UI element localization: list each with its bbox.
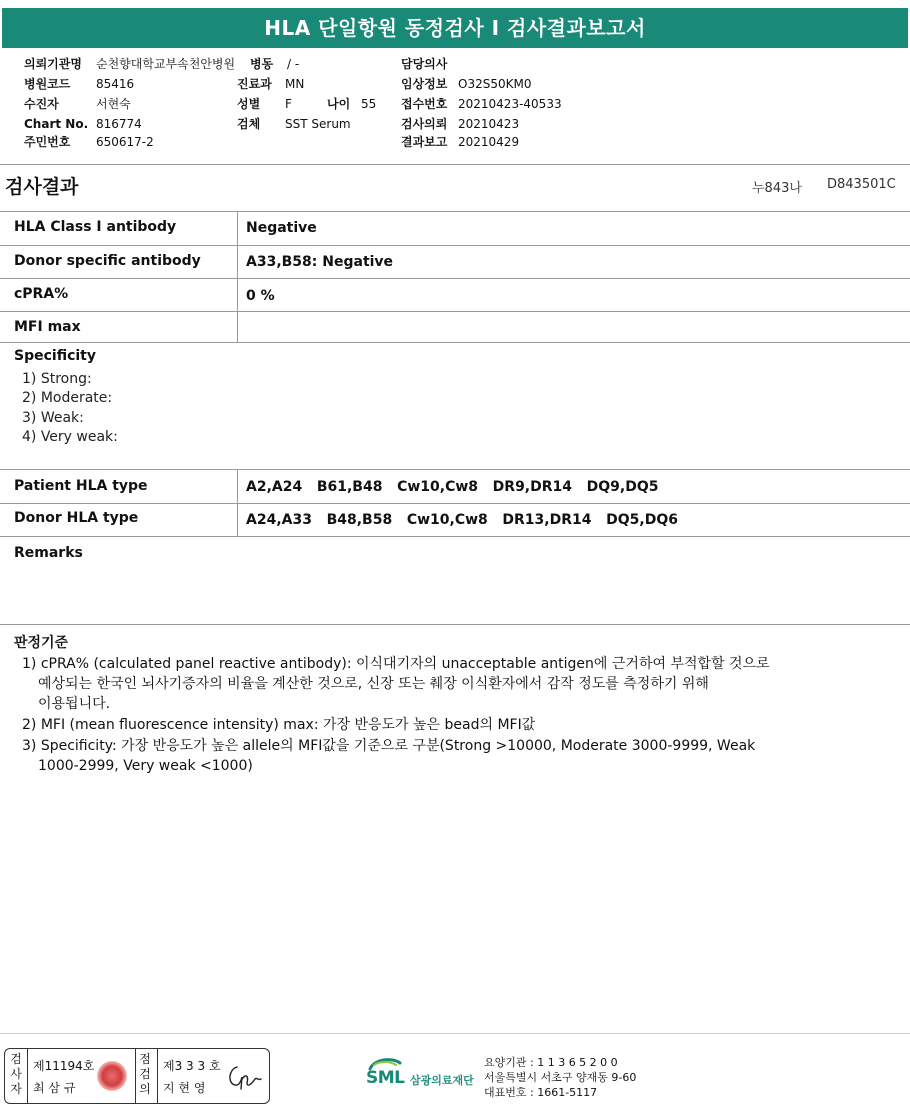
specificity-title: Specificity (14, 348, 96, 364)
resident-value: 650617-2 (96, 135, 154, 149)
table-vline (237, 469, 238, 537)
institution-label: 의뢰기관명 (24, 57, 82, 71)
institution-value: 순천향대학교부속천안병원 (96, 57, 236, 71)
org-line: 대표번호 : 1661-5117 (484, 1086, 598, 1099)
result-code-1: 누843나 (752, 181, 802, 196)
table-row-value: Negative (246, 220, 317, 236)
clinical-label: 임상정보 (401, 77, 448, 91)
chart-label: Chart No. (24, 117, 89, 131)
ward-value: / - (287, 57, 300, 71)
examinee-value: 서현숙 (96, 97, 131, 111)
request-label: 검사의뢰 (401, 117, 448, 131)
table-row-label: cPRA% (14, 286, 69, 302)
org-line: 요양기관 : 1 1 3 6 5 2 0 0 (484, 1056, 618, 1069)
reviewer-label: 점검의 (139, 1052, 151, 1096)
inspector-no: 제11194호 (33, 1059, 95, 1073)
sex-value: F (285, 97, 292, 111)
report-title: HLA 단일항원 동정검사 I 검사결과보고서 (2, 8, 908, 48)
chart-value: 816774 (96, 117, 142, 131)
divider (0, 624, 910, 625)
specimen-label: 검체 (237, 117, 261, 131)
criteria-line: 예상되는 한국인 뇌사기증자의 비율을 계산한 것으로, 신장 또는 췌장 이식환자에서 감작 정도를 측정하기 위해 (38, 676, 709, 692)
table-line (0, 342, 910, 343)
table-vline (237, 211, 238, 343)
donor-hla-label: Donor HLA type (14, 510, 139, 526)
table-row-label: Donor specific antibody (14, 253, 201, 269)
report-value: 20210429 (458, 135, 520, 149)
hospital-code-value: 85416 (96, 77, 135, 91)
criteria-title: 판정기준 (14, 635, 69, 651)
doctor-label: 담당의사 (401, 57, 448, 71)
results-title: 검사결과 (5, 176, 79, 198)
table-line (0, 469, 910, 470)
ward-label: 병동 (250, 57, 274, 71)
age-value: 55 (361, 97, 377, 111)
clinical-value: O32S50KM0 (458, 77, 532, 91)
footer-divider (0, 1033, 910, 1034)
seal-stamp-icon (97, 1061, 127, 1091)
specificity-item: 4) Very weak: (22, 429, 118, 445)
table-row-value: 0 % (246, 288, 275, 304)
patient-hla-value: A2,A24 B61,B48 Cw10,Cw8 DR9,DR14 DQ9,DQ5 (246, 479, 659, 495)
signature-icon (225, 1059, 263, 1093)
report-label: 결과보고 (401, 135, 448, 149)
reviewer-no: 제3 3 3 호 (163, 1059, 221, 1073)
receipt-value: 20210423-40533 (458, 97, 562, 111)
criteria-line: 1) cPRA% (calculated panel reactive antibody): 이식대기자의 unacceptable antigen에 근거하여 부적합할 것으로 (22, 656, 770, 672)
sml-logo-text: SML (366, 1068, 405, 1088)
org-name: 삼광의료재단 (410, 1074, 474, 1087)
remarks-title: Remarks (14, 545, 83, 561)
resident-label: 주민번호 (24, 135, 71, 149)
sex-label: 성별 (237, 97, 261, 111)
criteria-line: 2) MFI (mean fluorescence intensity) max: 가장 반응도가 높은 bead의 MFI값 (22, 717, 536, 733)
table-row-value: A33,B58: Negative (246, 254, 394, 270)
patient-hla-label: Patient HLA type (14, 478, 148, 494)
signature-box (4, 1048, 270, 1104)
criteria-line: 3) Specificity: 가장 반응도가 높은 allele의 MFI값을 기준으로 구분(Strong >10000, Moderate 3000-9999, Weak (22, 738, 756, 754)
org-line: 서울특별시 서초구 양재동 9-60 (484, 1071, 637, 1084)
hospital-code-label: 병원코드 (24, 77, 71, 91)
table-row-label: MFI max (14, 319, 81, 335)
donor-hla-value: A24,A33 B48,B58 Cw10,Cw8 DR13,DR14 DQ5,DQ6 (246, 512, 678, 528)
box-separator (27, 1049, 28, 1103)
table-line (0, 503, 910, 504)
table-line (0, 278, 910, 279)
specificity-item: 1) Strong: (22, 371, 92, 387)
criteria-line: 이용됩니다. (38, 696, 111, 712)
table-line (0, 245, 910, 246)
criteria-line: 1000-2999, Very weak <1000) (38, 758, 253, 774)
specimen-value: SST Serum (285, 117, 351, 131)
dept-label: 진료과 (237, 77, 272, 91)
inspector-name: 최 삼 규 (33, 1081, 76, 1095)
divider (0, 164, 910, 165)
table-line (0, 536, 910, 537)
inspector-label: 검사자 (10, 1052, 22, 1096)
table-row-label: HLA Class I antibody (14, 219, 177, 235)
specificity-item: 3) Weak: (22, 410, 84, 426)
receipt-label: 접수번호 (401, 97, 448, 111)
specificity-item: 2) Moderate: (22, 390, 113, 406)
dept-value: MN (285, 77, 305, 91)
request-value: 20210423 (458, 117, 520, 131)
examinee-label: 수진자 (24, 97, 59, 111)
box-separator (157, 1049, 158, 1103)
result-code-2: D843501C (827, 177, 896, 192)
age-label: 나이 (327, 97, 351, 111)
box-separator (135, 1049, 136, 1103)
table-line (0, 311, 910, 312)
reviewer-name: 지 현 영 (163, 1081, 206, 1095)
table-line (0, 211, 910, 212)
